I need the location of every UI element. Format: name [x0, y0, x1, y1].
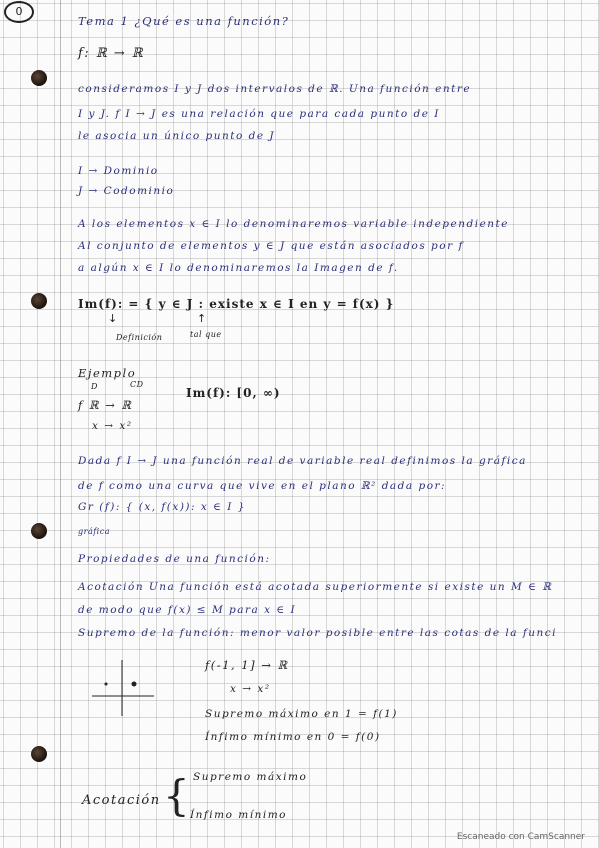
image-definition: Im(f): = { y ∈ J : existe x ∈ I en y = f(x) }	[78, 297, 395, 311]
annotation-grafica: gráfica	[78, 527, 110, 536]
binder-hole	[31, 293, 47, 309]
title-line: Tema 1 ¿Qué es una función?	[78, 14, 290, 28]
text-line: de modo que f(x) ≤ M para x ∈ I	[78, 604, 297, 616]
axes-sketch	[92, 658, 162, 718]
function-signature: f: ℝ → ℝ	[78, 46, 145, 61]
example-function-2: f(-1, 1] → ℝ	[205, 658, 289, 672]
example-rule-2: x → x²	[230, 683, 271, 695]
example-image: Im(f): [0, ∞)	[186, 386, 281, 400]
arrow-up-icon: ↑	[197, 312, 207, 325]
arrow-down-icon: ↓	[108, 312, 118, 325]
domain-label: D	[91, 382, 98, 391]
domain-line: I → Dominio	[78, 165, 159, 177]
infimum-line: Ínfimo mínimo en 0 = f(0)	[205, 731, 381, 743]
summary-supremo: Supremo máximo	[193, 771, 308, 783]
brace-icon: {	[163, 771, 190, 820]
binder-hole	[31, 746, 47, 762]
binder-hole	[31, 70, 47, 86]
binder-hole	[31, 523, 47, 539]
properties-heading: Propiedades de una función:	[78, 553, 271, 565]
annotation-tal-que: tal que	[190, 330, 222, 339]
example-rule: x → x²	[92, 420, 133, 432]
text-line: Supremo de la función: menor valor posible entre las cotas de la funci	[78, 627, 558, 639]
text-line: A los elementos x ∈ I lo denominaremos variable independiente	[78, 218, 509, 230]
supremum-line: Supremo máximo en 1 = f(1)	[205, 708, 398, 720]
summary-infimo: Ínfimo mínimo	[190, 809, 287, 821]
text-line: a algún x ∈ I lo denominaremos la Imagen de f.	[78, 262, 399, 274]
text-line: de f como una curva que vive en el plano ℝ² dada por:	[78, 480, 447, 492]
annotation-definicion: Definición	[116, 333, 163, 342]
text-line: Acotación Una función está acotada superiormente si existe un M ∈ ℝ	[78, 581, 553, 593]
codomain-line: J → Codominio	[78, 185, 175, 197]
summary-acotacion: Acotación	[82, 793, 161, 808]
example-function: f ℝ → ℝ	[78, 398, 133, 412]
graph-definition: Gr (f): { (x, f(x)): x ∈ I }	[78, 501, 246, 513]
text-line: le asocia un único punto de J	[78, 130, 276, 142]
text-line: consideramos I y J dos intervalos de ℝ. Una función entre	[78, 83, 472, 95]
text-line: Al conjunto de elementos y ∈ J que están asociados por f	[78, 240, 464, 252]
example-heading: Ejemplo	[78, 366, 137, 380]
margin-line	[60, 0, 61, 848]
page-number-badge: 0	[4, 1, 34, 23]
text-line: I y J. f I → J es una relación que para cada punto de I	[78, 108, 440, 120]
text-line: Dada f I → J una función real de variable real definimos la gráfica	[78, 455, 527, 467]
scanner-watermark: Escaneado con CamScanner	[456, 832, 585, 842]
codomain-label: CD	[130, 380, 144, 389]
